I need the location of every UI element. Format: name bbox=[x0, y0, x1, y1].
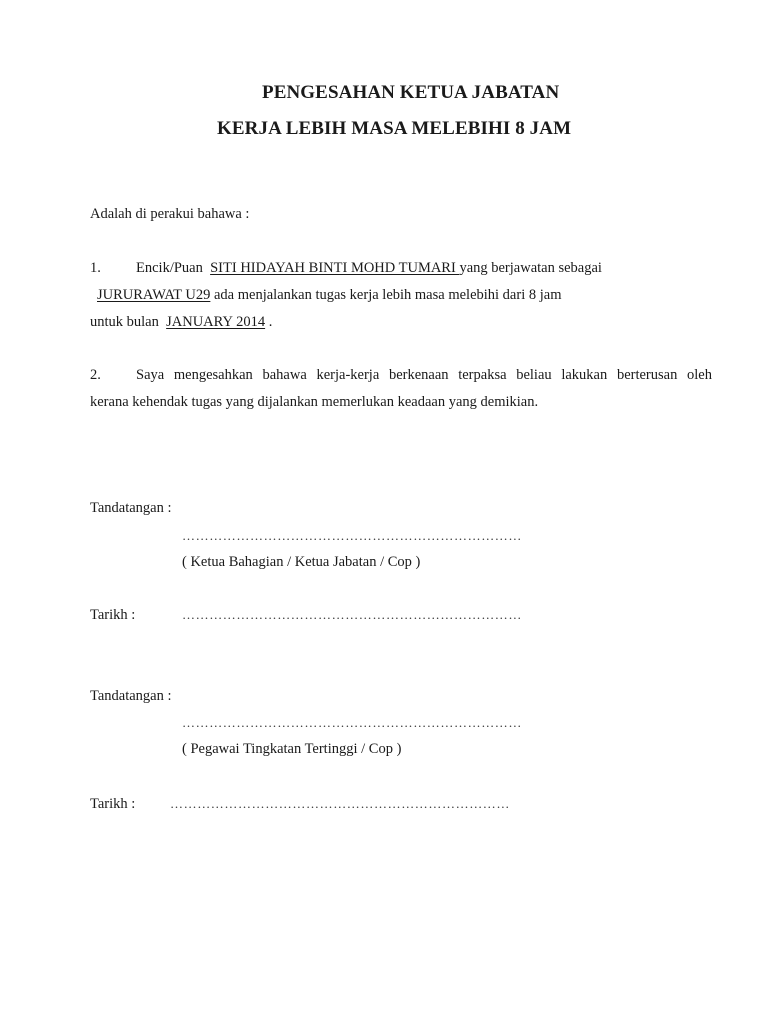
item1-number: 1. bbox=[90, 260, 101, 276]
date1-line: ………………………………………………………………… bbox=[182, 607, 522, 622]
title-line-2: KERJA LEBIH MASA MELEBIHI 8 JAM bbox=[217, 118, 572, 139]
title-line-1: PENGESAHAN KETUA JABATAN bbox=[262, 82, 560, 103]
employee-position: JURURAWAT U29 bbox=[97, 287, 211, 303]
signature2-caption: ( Pegawai Tingkatan Tertinggi / Cop ) bbox=[182, 741, 402, 757]
month-prefix: untuk bulan bbox=[90, 314, 163, 330]
item1-line2 bbox=[97, 287, 561, 304]
item2-line2: kerana kehendak tugas yang dijalankan memerlukan keadaan yang demikian. bbox=[90, 394, 539, 410]
item1-after-name: yang berjawatan sebagai bbox=[459, 260, 602, 276]
signature2-label: Tandatangan : bbox=[90, 688, 172, 704]
intro-text: Adalah di perakui bahawa : bbox=[90, 206, 250, 222]
employee-name: SITI HIDAYAH BINTI MOHD TUMARI bbox=[210, 260, 460, 276]
date2-label: Tarikh : bbox=[90, 796, 136, 812]
item1-line3 bbox=[90, 314, 272, 331]
date2-line: ………………………………………………………………… bbox=[170, 796, 510, 811]
item1-after-position: ada menjalankan tugas kerja lebih masa melebihi dari 8 jam bbox=[210, 287, 562, 303]
claim-month: JANUARY 2014 bbox=[166, 314, 266, 330]
signature1-line: ………………………………………………………………… bbox=[182, 528, 522, 543]
signature1-label: Tandatangan : bbox=[90, 500, 172, 516]
item2-number: 2. bbox=[90, 367, 101, 383]
item1-line1 bbox=[136, 260, 602, 277]
signature1-caption: ( Ketua Bahagian / Ketua Jabatan / Cop ) bbox=[182, 554, 421, 570]
month-suffix: . bbox=[265, 314, 273, 330]
date1-label: Tarikh : bbox=[90, 607, 136, 623]
item1-prefix: Encik/Puan bbox=[136, 260, 203, 276]
item2-line1: Saya mengesahkan bahawa kerja-kerja berkenaan terpaksa beliau lakukan berterusan oleh bbox=[136, 367, 712, 383]
signature2-line: ………………………………………………………………… bbox=[182, 715, 522, 730]
